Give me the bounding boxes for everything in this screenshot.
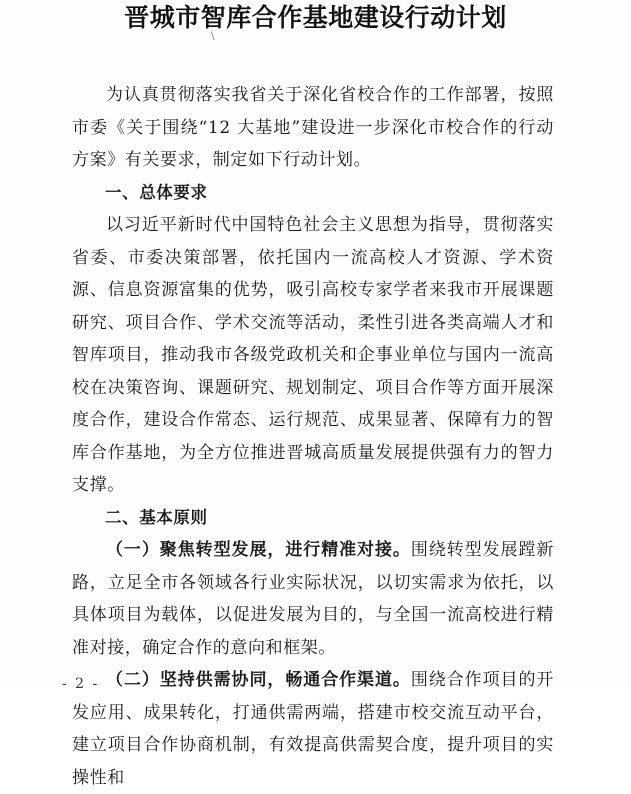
document-body	[72, 79, 554, 794]
scan-mark: \	[211, 31, 215, 42]
section-heading-general-requirements: 一、总体要求	[105, 182, 208, 202]
section-heading-basic-principles: 二、基本原则	[105, 507, 208, 527]
document-title: 晋城市智库合作基地建设行动计划	[124, 3, 507, 32]
principle-1-text: 围绕转型发展蹚新路，立足全市各领域各行业实际状况，以切实需求为依托，以具体项目为载体，以促进发展为目的，与全国一流高校进行精准对接，确定合作的意向和框架。	[72, 540, 554, 658]
principle-2-paragraph	[72, 664, 554, 794]
general-requirements-paragraph: 以习近平新时代中国特色社会主义思想为指导，贯彻落实省委、市委决策部署，依托国内一流高校人才资源、学术资源、信息资源富集的优势，吸引高校专家学者来我市开展课题研究、项目合作、学术交流等活动，柔性引进各类高端人才和智库项目，推动我市各级党政机关和企事业单位与国内一流高校在决策咨询、课题研究、规划制定、项目合作等方面开展深度合作，建设合作常态、运行规范、成果显著、保障有力的智库合作基地，为全方位推进晋城高质量发展提供强有力的智力支撑。	[72, 215, 554, 495]
principle-1-paragraph	[72, 534, 554, 664]
intro-paragraph: 为认真贯彻落实我省关于深化省校合作的工作部署，按照市委《关于围绕“12 大基地”建设进一步深化市校合作的行动方案》有关要求，制定如下行动计划。	[72, 85, 554, 170]
principle-2-text: 围绕合作项目的开发应用、成果转化，打通供需两端，搭建市校交流互动平台，建立项目合作协商机制，有效提高供需契合度，提升项目的实操性和	[72, 670, 554, 788]
principle-2-lead: （二）坚持供需协同，畅通合作渠道。	[106, 670, 411, 690]
principle-1-lead: （一）聚焦转型发展，进行精准对接。	[106, 540, 411, 560]
page-number: - 2 -	[62, 676, 100, 692]
